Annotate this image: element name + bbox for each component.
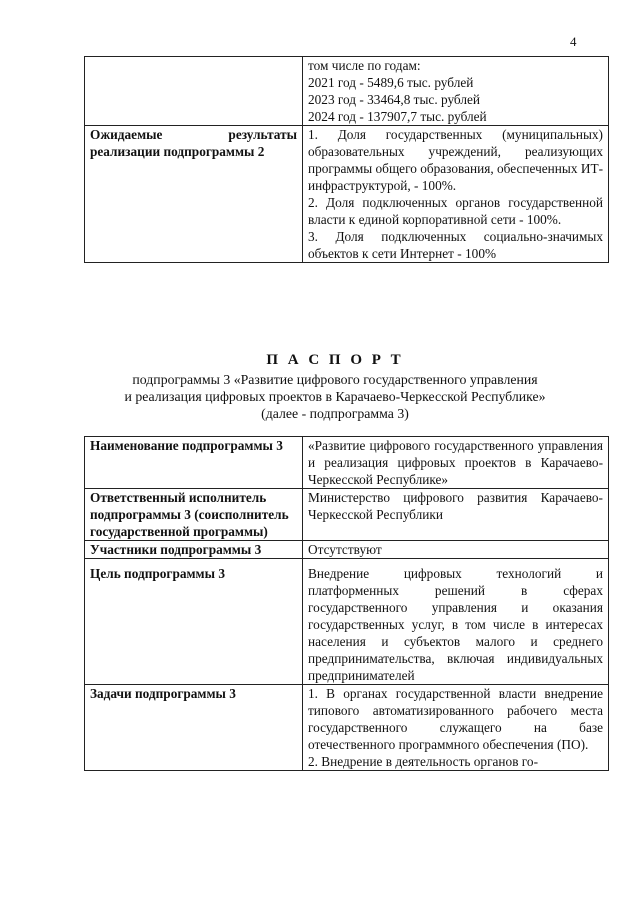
table-row <box>85 126 609 263</box>
page-number: 4 <box>570 34 577 49</box>
funding-line: 2021 год - 5489,6 тыс. рублей <box>308 75 474 90</box>
table-row <box>85 559 609 685</box>
result-item: 3. Доля подключенных социально-значимых объектов к сети Интернет - 100% <box>308 229 603 261</box>
subtitle-line: (далее - подпрограмма 3) <box>261 406 409 421</box>
results-label: Ожидаемые результаты реализации подпрограммы 2 <box>85 126 303 263</box>
result-item: 2. Доля подключенных органов государственной власти к единой корпоративной сети - 100%. <box>308 195 603 227</box>
row-label: Наименование подпрограммы 3 <box>85 437 303 489</box>
funding-results-table <box>84 56 609 263</box>
row-value: «Развитие цифрового государственного управления и реализация цифровых проектов в Карачаево-Черкесской Республике» <box>303 437 609 489</box>
row-value: Внедрение цифровых технологий и платформенных решений в сферах государственного управления и оказания государственных услуг, в том числе в интересах населения и субъектов малого и среднего предпринимательства, включая индивидуальных предпринимателей <box>303 559 609 685</box>
subtitle-line: подпрограммы 3 «Развитие цифрового государственного управления <box>132 372 538 387</box>
row-label: Участники подпрограммы 3 <box>85 541 303 559</box>
passport-title: П А С П О Р Т <box>266 352 404 368</box>
result-item: 1. Доля государственных (муниципальных) образовательных учреждений, реализующих программы общего образования, обеспеченных ИТ-инфраструктурой, - 100%. <box>308 127 603 193</box>
funding-line: том числе по годам: <box>308 58 421 73</box>
empty-label-cell <box>85 57 303 126</box>
funding-line: 2024 год - 137907,7 тыс. рублей <box>308 109 487 124</box>
table-row <box>85 437 609 489</box>
row-value: Министерство цифрового развития Карачаево-Черкесской Республики <box>303 489 609 541</box>
subprogram-3-passport-table <box>84 436 609 771</box>
table-row <box>85 57 609 126</box>
row-value <box>303 685 609 771</box>
row-value: Отсутствуют <box>303 541 609 559</box>
table-row <box>85 541 609 559</box>
subtitle-line: и реализация цифровых проектов в Карачаево-Черкесской Республике» <box>124 389 546 404</box>
task-item: 2. Внедрение в деятельность органов го- <box>308 754 538 769</box>
row-label: Ответственный исполнитель подпрограммы 3 (соисполнитель государственной программы) <box>85 489 303 541</box>
task-item: 1. В органах государственной власти внедрение типового автоматизированного рабочего места государственного служащего на базе отечественного программного обеспечения (ПО). <box>308 686 603 752</box>
funding-by-years-cell <box>303 57 609 126</box>
passport-subtitle <box>84 371 586 422</box>
row-label: Цель подпрограммы 3 <box>85 559 303 685</box>
funding-line: 2023 год - 33464,8 тыс. рублей <box>308 92 481 107</box>
table-row <box>85 489 609 541</box>
results-value <box>303 126 609 263</box>
row-label: Задачи подпрограммы 3 <box>85 685 303 771</box>
table-row <box>85 685 609 771</box>
